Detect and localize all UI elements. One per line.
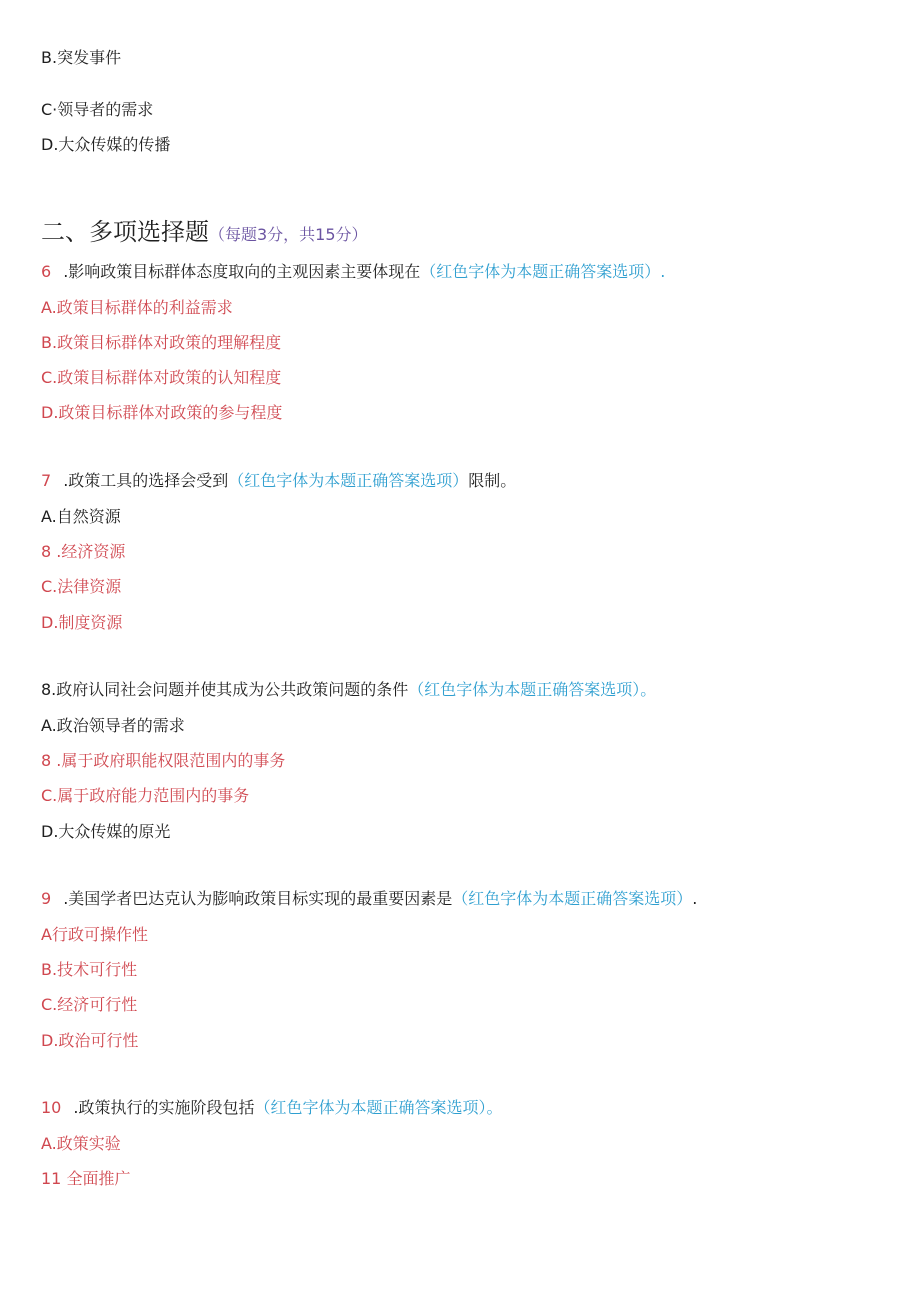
option: D.制度资源 bbox=[41, 613, 123, 632]
option: C.法律资源 bbox=[41, 577, 122, 596]
option: 8 .属于政府职能权限范围内的事务 bbox=[41, 751, 286, 770]
option: C.经济可行性 bbox=[41, 995, 138, 1014]
option: B.政策目标群体对政策的理解程度 bbox=[41, 333, 282, 352]
question-number: 7 bbox=[41, 471, 52, 490]
question-number: 9 bbox=[41, 889, 52, 908]
answer-hint: （红色字体为本题正确答案选项） bbox=[452, 889, 693, 908]
option-b-prev: B.突发事件 bbox=[41, 48, 122, 67]
question-number: 10 bbox=[41, 1098, 62, 1117]
option: A.自然资源 bbox=[41, 507, 121, 526]
option: D.政治可行性 bbox=[41, 1031, 139, 1050]
question-tail: . bbox=[692, 889, 698, 908]
section-score-note: （每题3分，共15分） bbox=[209, 225, 368, 244]
question-8-stem bbox=[41, 678, 656, 702]
option: 11 全面推广 bbox=[41, 1169, 131, 1188]
option: D.大众传媒的原光 bbox=[41, 822, 171, 841]
question-text: 8.政府认同社会问题并使其成为公共政策问题的条件 bbox=[41, 680, 409, 699]
question-text: .政策工具的选择会受到 bbox=[63, 471, 229, 490]
question-10-stem bbox=[41, 1096, 502, 1120]
answer-hint: （红色字体为本题正确答案选项）。 bbox=[254, 1098, 503, 1117]
answer-hint: （红色字体为本题正确答案选项） bbox=[228, 471, 469, 490]
option: A.政策实验 bbox=[41, 1134, 121, 1153]
question-text: .影响政策目标群体态度取向的主观因素主要体现在 bbox=[63, 262, 421, 281]
answer-hint: （红色字体为本题正确答案选项）。 bbox=[408, 680, 657, 699]
answer-hint: （红色字体为本题正确答案选项）. bbox=[420, 262, 666, 281]
question-number: 6 bbox=[41, 262, 52, 281]
option: A行政可操作性 bbox=[41, 925, 148, 944]
option: C.属于政府能力范围内的事务 bbox=[41, 786, 250, 805]
question-text: .政策执行的实施阶段包括 bbox=[73, 1098, 255, 1117]
option: 8 .经济资源 bbox=[41, 542, 126, 561]
section-heading bbox=[41, 215, 368, 249]
option: B.技术可行性 bbox=[41, 960, 138, 979]
section-title: 二、多项选择题 bbox=[41, 218, 209, 246]
option: A.政治领导者的需求 bbox=[41, 716, 185, 735]
option: A.政策目标群体的利益需求 bbox=[41, 298, 233, 317]
option: C.政策目标群体对政策的认知程度 bbox=[41, 368, 282, 387]
question-9-stem bbox=[41, 887, 697, 911]
option-c-prev: C·领导者的需求 bbox=[41, 100, 154, 119]
question-7-stem bbox=[41, 469, 516, 493]
question-tail: 限制。 bbox=[468, 471, 517, 490]
option: D.政策目标群体对政策的参与程度 bbox=[41, 403, 283, 422]
option-d-prev: D.大众传媒的传播 bbox=[41, 135, 171, 154]
question-text: .美国学者巴达克认为膨响政策目标实现的最重要因素是 bbox=[63, 889, 453, 908]
question-6-stem bbox=[41, 260, 665, 284]
